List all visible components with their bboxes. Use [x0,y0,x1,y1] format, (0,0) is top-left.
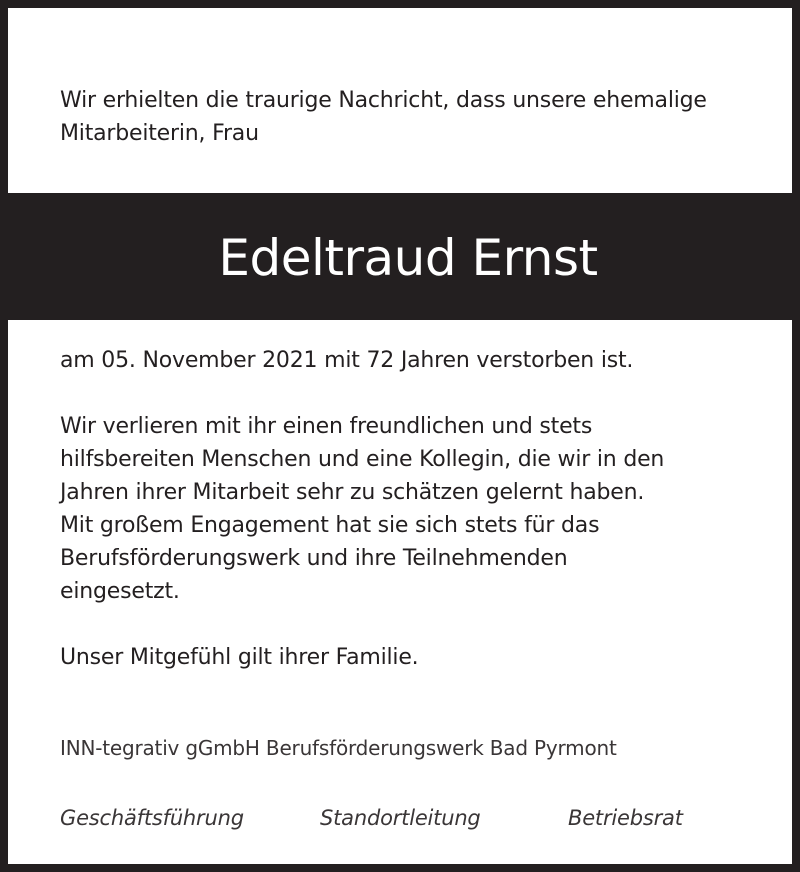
intro-text [60,84,780,150]
tribute-line: Berufsförderungswerk und ihre Teilnehmenden [60,546,568,571]
signature-management: Geschäftsführung [60,806,244,830]
tribute-paragraph [60,410,780,608]
signature-works-council: Betriebsrat [568,806,683,830]
body-text [60,344,780,674]
death-date-line: am 05. November 2021 mit 72 Jahren verstorben ist. [60,348,634,373]
tribute-line: eingesetzt. [60,579,180,604]
deceased-name: Edeltraud Ernst [218,228,598,287]
sympathy-line: Unser Mitgefühl gilt ihrer Familie. [60,645,419,670]
tribute-line: Wir verlieren mit ihr einen freundlichen und stets [60,414,593,439]
intro-line: Mitarbeiterin, Frau [60,121,259,146]
tribute-line: Jahren ihrer Mitarbeit sehr zu schätzen gelernt haben. [60,480,645,505]
intro-line: Wir erhielten die traurige Nachricht, dass unsere ehemalige [60,88,707,113]
name-band [8,193,800,320]
tribute-line: hilfsbereiten Menschen und eine Kollegin, die wir in den [60,447,665,472]
organization-name: INN-tegrativ gGmbH Berufsförderungswerk Bad Pyrmont [60,736,617,760]
tribute-line: Mit großem Engagement hat sie sich stets für das [60,513,600,538]
signature-site-management: Standortleitung [320,806,481,830]
